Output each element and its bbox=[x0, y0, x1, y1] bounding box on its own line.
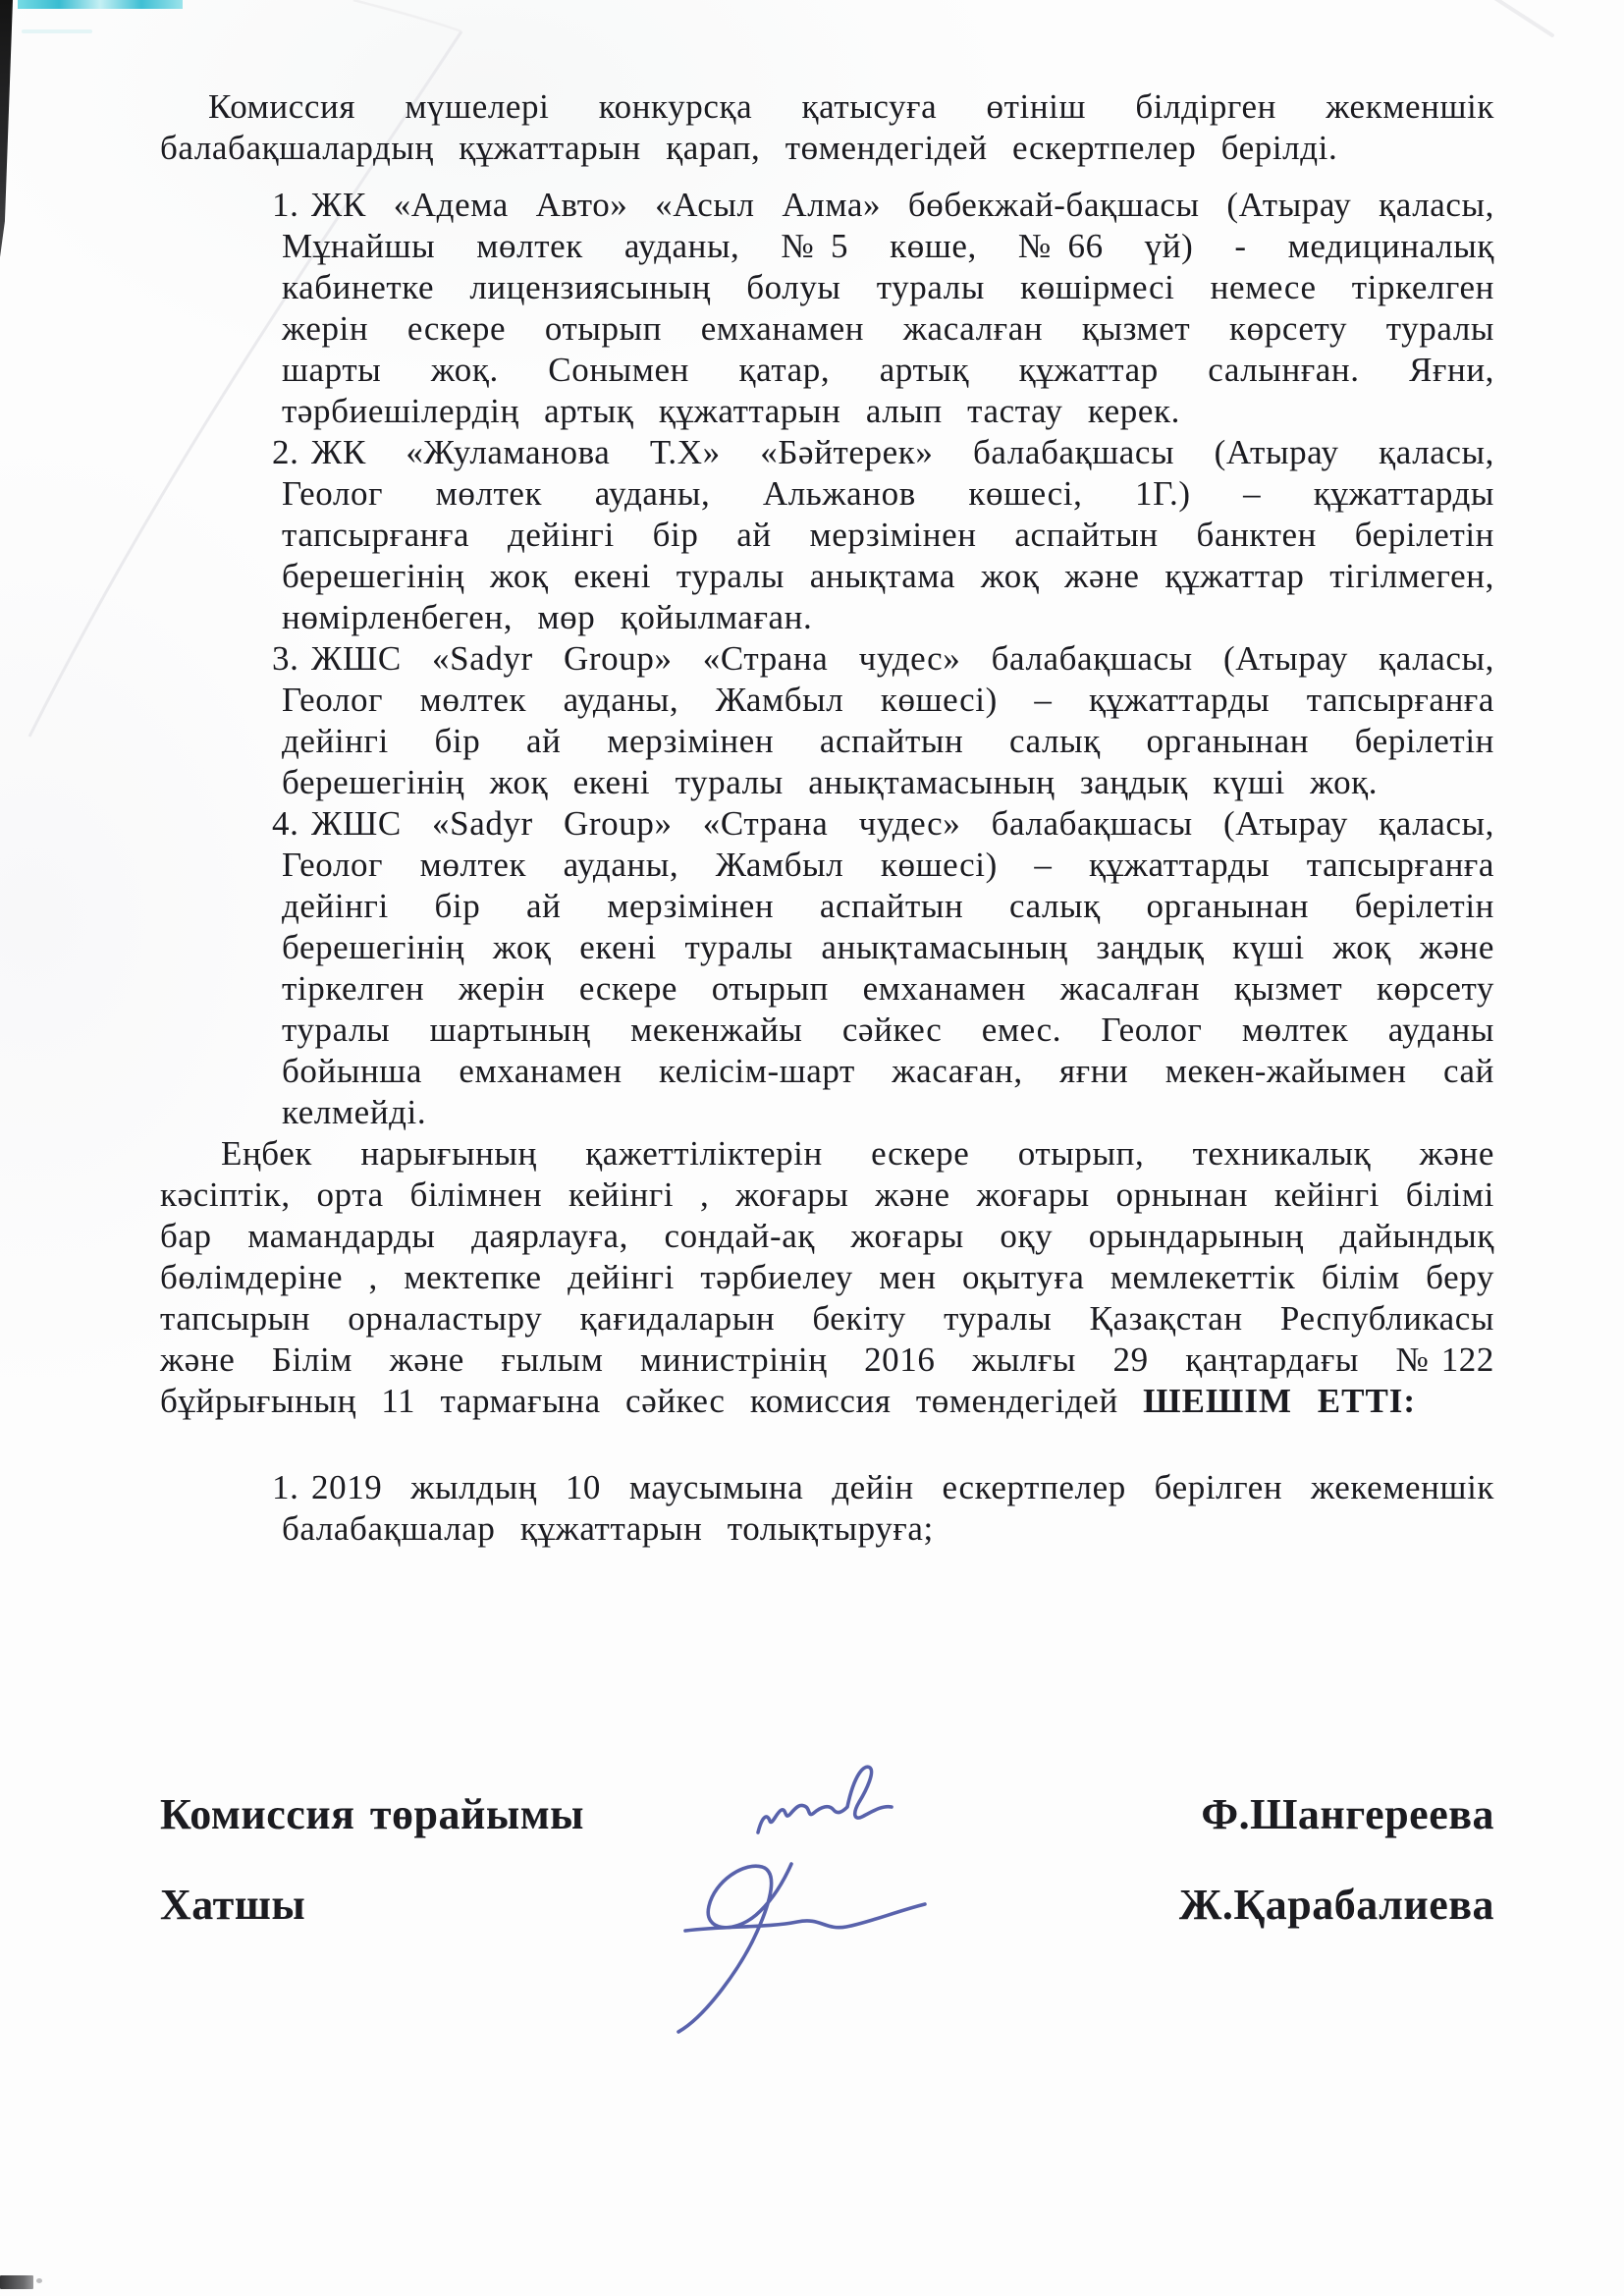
remark-number: 3. bbox=[272, 639, 299, 678]
remark-text: ЖК «Жуламанова Т.Х» «Бәйтерек» балабақшасы (Атырау қаласы, Геолог мөлтек ауданы, Альжанов көшесі, 1Г.) – құжаттарды тапсырғанға дейінгі бір ай мерзімінен аспайтын банктен берілетін берешегінің жоқ екені туралы анықтама жоқ және құжаттар тігілмеген, нөмірленбеген, мөр қойылмаған. bbox=[282, 433, 1494, 636]
remark-text: ЖК «Адема Авто» «Асыл Алма» бөбекжай-бақшасы (Атырау қаласы, Мұнайшы мөлтек ауданы, №5 көше, №66 үй) - медициналық кабинетке лицензиясының болуы туралы көшірмесі немесе тіркелген жерін ескере отырып емханамен жасалған қызмет көрсету туралы шарты жоқ. Сонымен қатар, артық құжаттар салынған. Яғни, тәрбиешілердің артық құжаттарын алып тастау керек. bbox=[282, 186, 1494, 430]
remark-number: 2. bbox=[272, 433, 299, 471]
remark-number: 1. bbox=[272, 186, 299, 224]
remark-item-3 bbox=[272, 638, 1494, 803]
signatory-name-chair: Ф.Шангереева bbox=[1201, 1790, 1494, 1838]
role-label-chair: Комиссия төрайымы bbox=[160, 1790, 585, 1838]
remark-number: 4. bbox=[272, 804, 299, 843]
remark-item-4 bbox=[272, 803, 1494, 1133]
remark-text: ЖШС «Sadyr Group» «Страна чудес» балабақшасы (Атырау қаласы, Геолог мөлтек ауданы, Жамбыл көшесі) – құжаттарды тапсырғанға дейінгі бір ай мерзімінен аспайтын салық органынан берілетін берешегінің жоқ екені туралы анықтамасының заңдық күші жоқ. bbox=[282, 639, 1494, 801]
decision-item-1 bbox=[272, 1467, 1494, 1550]
remark-text: ЖШС «Sadyr Group» «Страна чудес» балабақшасы (Атырау қаласы, Геолог мөлтек ауданы, Жамбыл көшесі) – құжаттарды тапсырғанға дейінгі бір ай мерзімінен аспайтын салық органынан берілетін берешегінің жоқ екені туралы анықтамасының заңдық күші жоқ және тіркелген жерін ескере отырып емханамен жасалған қызмет көрсету туралы шартының мекенжайы сәйкес емес. Геолог мөлтек ауданы бойынша емханамен келісім-шарт жасаған, яғни мекен-жайымен сай келмейді. bbox=[282, 804, 1494, 1131]
signature-row-secretary bbox=[160, 1880, 1494, 1931]
document-body bbox=[160, 86, 1494, 1550]
signature-row-chair bbox=[160, 1789, 1494, 1840]
decision-text: 2019 жылдың 10 маусымына дейін ескертпелер берілген жекеменшік балабақшалар құжаттарын толықтыруға; bbox=[282, 1468, 1494, 1548]
closing-paragraph bbox=[160, 1133, 1494, 1422]
remarks-list bbox=[160, 185, 1494, 1133]
intro-paragraph: Комиссия мүшелері конкурсқа қатысуға өтініш білдірген жекменшік балабақшалардың құжаттарын қарап, төмендегідей ескертпелер берілді. bbox=[160, 87, 1494, 167]
role-label-secretary: Хатшы bbox=[160, 1881, 306, 1929]
closing-text: Еңбек нарығының қажеттіліктерін ескере отырып, техникалық және кәсіптік, орта білімнен кейінгі , жоғары және жоғары орнынан кейінгі білімі бар мамандарды даярлауға, сондай-ақ жоғары оқу орындарының дайындық бөлімдеріне , мектепке дейінгі тәрбиелеу мен оқытуға мемлекеттік білім беру тапсырын орналастыру қағидаларын бекіту туралы Қазақстан Республикасы және Білім және ғылым министрінің 2016 жылғы 29 қаңтардағы №122 бұйрығының 11 тармағына сәйкес комиссия төмендегідей bbox=[160, 1134, 1494, 1420]
remark-item-1 bbox=[272, 185, 1494, 432]
remark-item-2 bbox=[272, 432, 1494, 638]
decision-number: 1. bbox=[272, 1468, 299, 1506]
signatory-name-secretary: Ж.Қарабалиева bbox=[1178, 1881, 1494, 1929]
decisions-list bbox=[160, 1467, 1494, 1550]
decision-heading: ШЕШІМ ЕТТІ: bbox=[1143, 1382, 1417, 1420]
